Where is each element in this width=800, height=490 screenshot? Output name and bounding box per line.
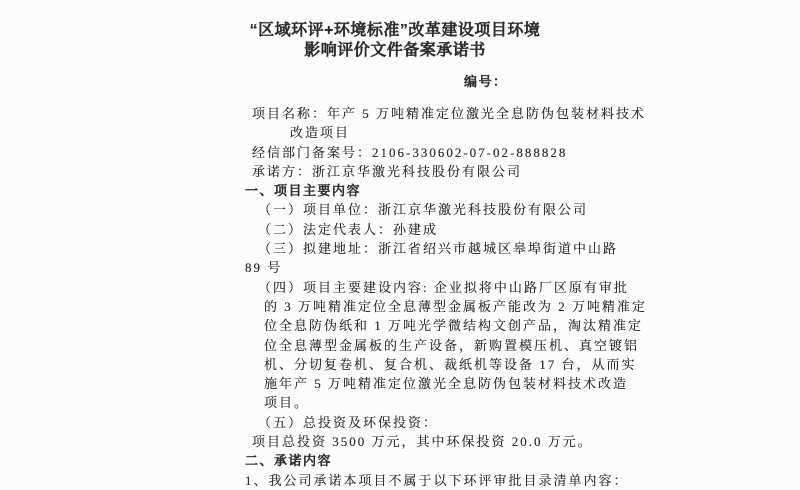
section-1-item-1-project-unit: （一）项目单位：浙江京华激光科技股份有限公司 <box>258 202 589 218</box>
section-2-item-1-commitment: 1、我公司承诺本项目不属于以下环评审批目录清单内容： <box>245 472 629 488</box>
section-1-item-3-address: （三）拟建地址：浙江省绍兴市越城区皋埠街道中山路 <box>258 241 619 257</box>
field-promisor: 承诺方：浙江京华激光科技股份有限公司 <box>252 163 523 179</box>
document-title-line-2: 影响评价文件备案承诺书 <box>304 42 486 59</box>
section-1-investment-detail: 项目总投资 3500 万元，其中环保投资 20.0 万元。 <box>252 434 593 450</box>
section-1-item-4-construction-content-line-2: 的 3 万吨精准定位全息薄型金属板产能改为 2 万吨精准定 <box>264 298 648 314</box>
field-project-name: 项目名称：年产 5 万吨精准定位激光全息防伪包装材料技术 <box>252 106 647 121</box>
field-project-name-wrap: 改造项目 <box>290 125 351 141</box>
section-1-item-4-construction-content-line-3: 位全息防伪纸和 1 万吨光学微结构文创产品，淘汰精准定 <box>264 318 644 334</box>
section-1-item-4-construction-content-line-7: 项目。 <box>264 395 310 411</box>
document-title <box>141 21 649 61</box>
section-1-item-4-construction-content-line-4: 位全息薄型金属板的生产设备，新购置模压机、真空镀铝 <box>264 337 640 353</box>
document-title-line-1: “区域环评+环境标准”改革建设项目环境 <box>249 22 541 39</box>
section-1-item-3-address-wrap: 89 号 <box>245 260 283 276</box>
section-2-heading: 二、承诺内容 <box>245 453 333 469</box>
section-1-item-4-construction-content-line-5: 机、分切复卷机、复合机、裁纸机等设备 17 台，从而实 <box>264 356 637 372</box>
serial-number-label: 编号： <box>464 74 508 89</box>
section-1-item-2-legal-representative: （二）法定代表人：孙建成 <box>258 221 439 237</box>
section-1-item-4-construction-content-line-6: 施年产 5 万吨精准定位激光全息防伪包装材料技术改造 <box>264 376 629 392</box>
section-1-heading: 一、项目主要内容 <box>245 183 362 199</box>
section-1-item-5-investment-heading: （五）总投资及环保投资： <box>258 414 439 430</box>
field-record-number: 经信部门备案号：2106-330602-07-02-888828 <box>252 144 568 160</box>
section-1-item-4-construction-content-line-1: （四）项目主要建设内容: 企业拟将中山路厂区原有审批 <box>258 279 629 295</box>
document-body <box>245 104 675 490</box>
